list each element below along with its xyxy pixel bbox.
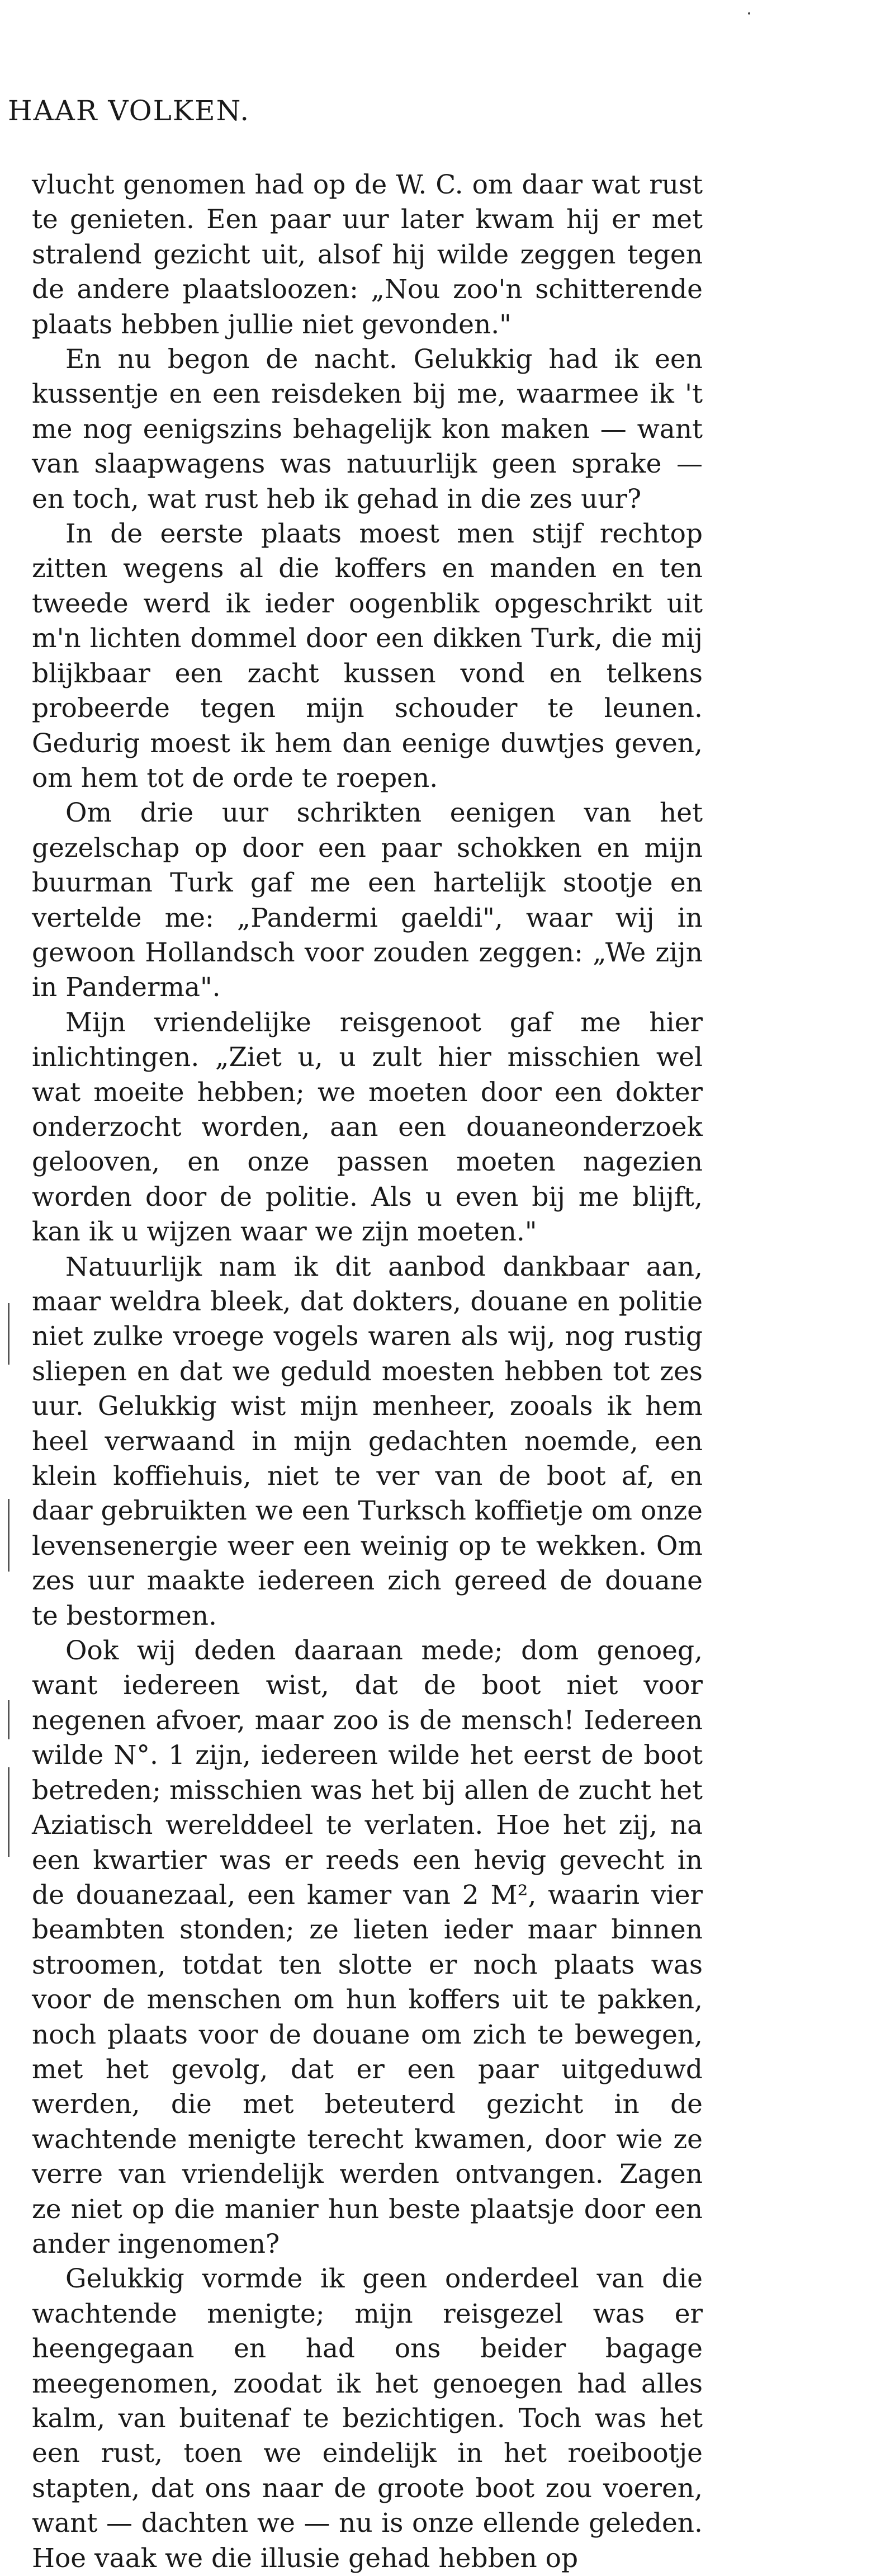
margin-mark	[8, 1499, 10, 1572]
margin-mark	[8, 1700, 10, 1739]
paragraph: Om drie uur schrikten eenigen van het gezelschap op door een paar schokken en mijn buurman Turk gaf me een hartelijk stootje en vertelde me: „Pandermi gaeldi", waar wij in gewoon Hollandsch voor zouden zeggen: „We zijn in Panderma".	[32, 798, 703, 1003]
running-title: HAAR VOLKEN.	[8, 95, 250, 127]
margin-mark	[8, 1767, 10, 1857]
margin-mark	[8, 1303, 10, 1365]
paragraph: Natuurlijk nam ik dit aanbod dankbaar aan, maar weldra bleek, dat dokters, douane en politie niet zulke vroege vogels waren als wij, nog rustig sliepen en dat we geduld moesten hebben tot zes uur. Gelukkig wist mijn menheer, zooals ik hem heel verwaand in mijn gedachten noemde, een klein koffiehuis, niet te ver van de boot af, en daar gebruikten we een Turksch koffietje om onze levensenergie weer een weinig op te wekken. Om zes uur maakte iedereen zich gereed de douane te bestormen.	[32, 1251, 703, 1631]
paragraph: Mijn vriendelijke reisgenoot gaf me hier inlichtingen. „Ziet u, u zult hier misschien wel wat moeite hebben; we moeten door een dokter onderzocht worden, aan een douaneonderzoek gelooven, en onze passen moeten nagezien worden door de politie. Als u even bij me blijft, kan ik u wijzen waar we zijn moeten."	[32, 1007, 703, 1248]
paragraph: En nu begon de nacht. Gelukkig had ik een kussentje en een reisdeken bij me, waarmee ik 't me nog eenigszins behagelijk kon maken — want van slaapwagens was natuurlijk geen sprake — en toch, wat rust heb ik gehad in die zes uur?	[32, 344, 703, 515]
paragraph: Gelukkig vormde ik geen onderdeel van die wachtende menigte; mijn reisgezel was er heengegaan en had ons beider bagage meegenomen, zoodat ik het genoegen had alles kalm, van buitenaf te bezichtigen. Toch was het een rust, toen we eindelijk in het roeibootje stapten, dat ons naar de groote boot zou voeren, want — dachten we — nu is onze ellende geleden. Hoe vaak we die illusie gehad hebben op	[32, 2263, 703, 2574]
paragraph: Ook wij deden daaraan mede; dom genoeg, want iedereen wist, dat de boot niet voor negenen afvoer, maar zoo is de mensch! Iedereen wilde N°. 1 zijn, iedereen wilde het eerst de boot betreden; misschien was het bij allen de zucht het Aziatisch werelddeel te verlaten. Hoe het zij, na een kwartier was er reeds een hevig gevecht in de douanezaal, een kamer van 2 M², waarin vier beambten stonden; ze lieten ieder maar binnen stroomen, totdat ten slotte er noch plaats was voor de menschen om hun koffers uit te pakken, noch plaats voor de douane om zich te bewegen, met het gevolg, dat er een paar uitgeduwd werden, die met beteuterd gezicht in de wachtende menigte terecht kwamen, door wie ze verre van vriendelijk werden ontvangen. Zagen ze niet op die manier hun beste plaatsje door een ander ingenomen?	[32, 1635, 703, 2259]
body-text	[32, 168, 703, 2576]
paragraph: In de eerste plaats moest men stijf rechtop zitten wegens al die koffers en manden en ten tweede werd ik ieder oogenblik opgeschrikt uit m'n lichten dommel door een dikken Turk, die mij blijkbaar een zacht kussen vond en telkens probeerde tegen mijn schouder te leunen. Gedurig moest ik hem dan eenige duwtjes geven, om hem tot de orde te roepen.	[32, 518, 703, 794]
print-speck	[748, 12, 750, 15]
paragraph: vlucht genomen had op de W. C. om daar wat rust te genieten. Een paar uur later kwam hij er met stralend gezicht uit, alsof hij wilde zeggen tegen de andere plaatsloozen: „Nou zoo'n schitterende plaats hebben jullie niet gevonden."	[32, 169, 703, 340]
